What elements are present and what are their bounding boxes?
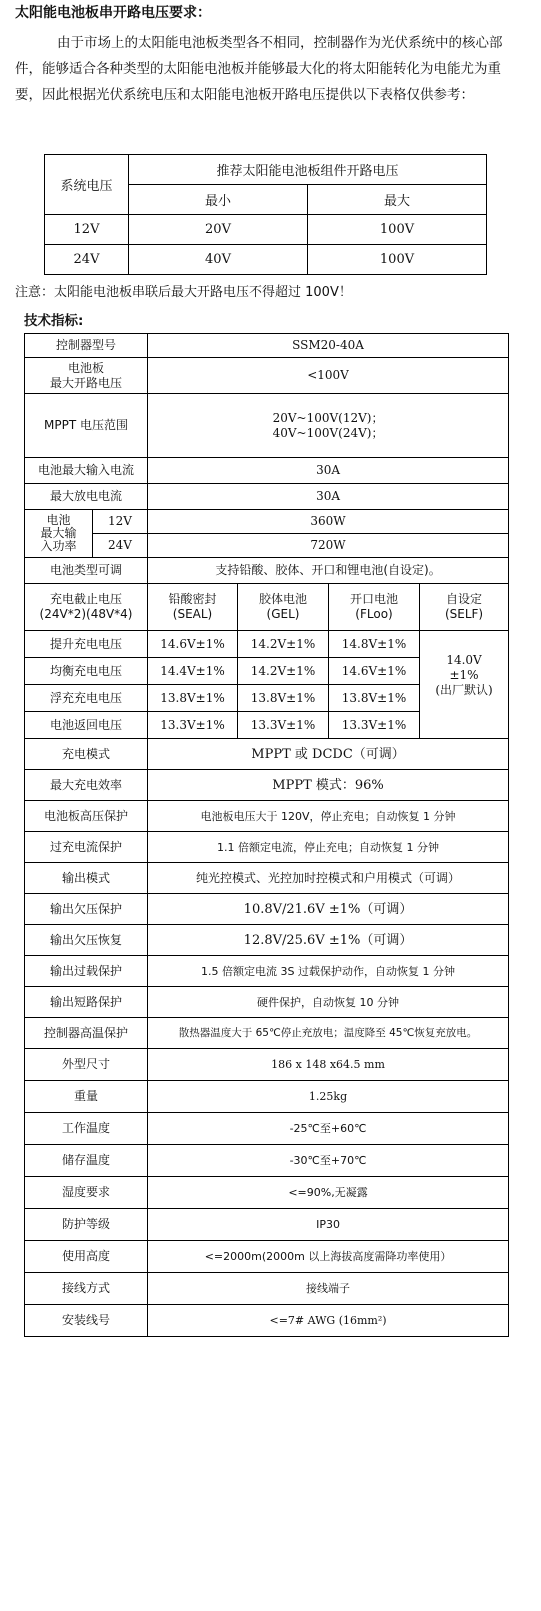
value-short-protection: 硬件保护，自动恢复 10 分钟: [148, 987, 509, 1018]
label-max-input-current: 电池最大输入电流: [25, 458, 148, 484]
value-self: 14.0V ±1% (出厂默认): [420, 631, 509, 739]
float-seal: 13.8V±1%: [148, 685, 238, 712]
label-overcurrent-protection: 过充电流保护: [25, 832, 148, 863]
table-row: [45, 215, 487, 245]
equalize-floo: 14.6V±1%: [329, 658, 420, 685]
return-gel: 13.3V±1%: [238, 712, 329, 739]
label-dimensions: 外型尺寸: [25, 1049, 148, 1081]
value-altitude: <=2000m(2000m 以上海拔高度需降功率使用）: [148, 1241, 509, 1273]
cell-max: 100V: [308, 215, 487, 245]
label-power-12v: 12V: [93, 510, 148, 534]
label-boost-voltage: 提升充电电压: [25, 631, 148, 658]
label-model: 控制器型号: [25, 334, 148, 358]
value-humidity: <=90%,无凝露: [148, 1177, 509, 1209]
label-weight: 重量: [25, 1081, 148, 1113]
boost-floo: 14.8V±1%: [329, 631, 420, 658]
value-battery-type: 支持铅酸、胶体、开口和锂电池(自设定)。: [148, 558, 509, 584]
value-panel-hv-protection: 电池板电压大于 120V，停止充电；自动恢复 1 分钟: [148, 801, 509, 832]
cell-min: 20V: [129, 215, 308, 245]
return-floo: 13.3V±1%: [329, 712, 420, 739]
label-wiring: 接线方式: [25, 1273, 148, 1305]
value-mppt-range: 20V~100V(12V)； 40V~100V(24V)；: [148, 394, 509, 458]
label-max-discharge-current: 最大放电电流: [25, 484, 148, 510]
value-overcurrent-protection: 1.1 倍额定电流，停止充电；自动恢复 1 分钟: [148, 832, 509, 863]
label-return-voltage: 电池返回电压: [25, 712, 148, 739]
table-row: [45, 245, 487, 275]
label-output-uv-protection: 输出欠压保护: [25, 894, 148, 925]
label-humidity: 湿度要求: [25, 1177, 148, 1209]
section-heading: 太阳能电池板串开路电压要求：: [15, 5, 211, 21]
equalize-gel: 14.2V±1%: [238, 658, 329, 685]
value-wiring: 接线端子: [148, 1273, 509, 1305]
label-overload-protection: 输出过载保护: [25, 956, 148, 987]
boost-gel: 14.2V±1%: [238, 631, 329, 658]
equalize-seal: 14.4V±1%: [148, 658, 238, 685]
value-power-24v: 720W: [148, 534, 509, 558]
label-protection-grade: 防护等级: [25, 1209, 148, 1241]
type-gel: 胶体电池 (GEL): [238, 584, 329, 631]
float-gel: 13.8V±1%: [238, 685, 329, 712]
type-floo: 开口电池 (FLoo): [329, 584, 420, 631]
boost-seal: 14.6V±1%: [148, 631, 238, 658]
header-max: 最大: [308, 185, 487, 215]
value-max-input-current: 30A: [148, 458, 509, 484]
type-self: 自设定 (SELF): [420, 584, 509, 631]
value-storage-temp: -30℃至+70℃: [148, 1145, 509, 1177]
spec-table: [24, 333, 509, 1337]
label-power-24v: 24V: [93, 534, 148, 558]
value-max-efficiency: MPPT 模式：96%: [148, 770, 509, 801]
voltage-table: [44, 154, 487, 275]
label-output-mode: 输出模式: [25, 863, 148, 894]
tech-heading: 技术指标:: [24, 313, 84, 329]
intro-paragraph: [15, 30, 527, 108]
value-model: SSM20-40A: [148, 334, 509, 358]
value-overload-protection: 1.5 倍额定电流 3S 过载保护动作，自动恢复 1 分钟: [148, 956, 509, 987]
value-overtemp-protection: 散热器温度大于 65℃停止充放电；温度降至 45℃恢复充放电。: [148, 1018, 509, 1049]
value-dimensions: 186 x 148 x64.5 mm: [148, 1049, 509, 1081]
value-power-12v: 360W: [148, 510, 509, 534]
label-altitude: 使用高度: [25, 1241, 148, 1273]
label-max-input-power: 电池 最大输 入功率: [25, 510, 93, 558]
value-wire-gauge: <=7# AWG (16mm²): [148, 1305, 509, 1337]
label-battery-type: 电池类型可调: [25, 558, 148, 584]
value-max-discharge-current: 30A: [148, 484, 509, 510]
label-output-uv-recovery: 输出欠压恢复: [25, 925, 148, 956]
label-panel-voc: 电池板 最大开路电压: [25, 358, 148, 394]
intro-text: 由于市场上的太阳能电池板类型各不相同，控制器作为光伏系统中的核心部件，能够适合各种类型的太阳能电池板并能够最大化的将太阳能转化为电能尤为重要，因此根据光伏系统电压和太阳能电池板开路电压提供以下表格仅供参考：: [15, 35, 503, 103]
cell-max: 100V: [308, 245, 487, 275]
note-text: 注意：太阳能电池板串联后最大开路电压不得超过 100V！: [15, 285, 352, 300]
label-max-efficiency: 最大充电效率: [25, 770, 148, 801]
value-working-temp: -25℃至+60℃: [148, 1113, 509, 1145]
label-storage-temp: 储存温度: [25, 1145, 148, 1177]
label-mppt-range: MPPT 电压范围: [25, 394, 148, 458]
header-system-voltage: 系统电压: [45, 155, 129, 215]
value-output-mode: 纯光控模式、光控加时控模式和户用模式（可调）: [148, 863, 509, 894]
label-working-temp: 工作温度: [25, 1113, 148, 1145]
value-panel-voc: <100V: [148, 358, 509, 394]
header-recommended: 推荐太阳能电池板组件开路电压: [129, 155, 487, 185]
label-panel-hv-protection: 电池板高压保护: [25, 801, 148, 832]
float-floo: 13.8V±1%: [329, 685, 420, 712]
cell-system: 12V: [45, 215, 129, 245]
label-float-voltage: 浮充充电电压: [25, 685, 148, 712]
cell-system: 24V: [45, 245, 129, 275]
label-charge-mode: 充电模式: [25, 739, 148, 770]
return-seal: 13.3V±1%: [148, 712, 238, 739]
header-min: 最小: [129, 185, 308, 215]
value-output-uv-recovery: 12.8V/25.6V ±1%（可调）: [148, 925, 509, 956]
value-protection-grade: IP30: [148, 1209, 509, 1241]
label-overtemp-protection: 控制器高温保护: [25, 1018, 148, 1049]
label-cutoff-voltage: 充电截止电压 (24V*2)(48V*4): [25, 584, 148, 631]
label-equalize-voltage: 均衡充电电压: [25, 658, 148, 685]
type-seal: 铅酸密封 (SEAL): [148, 584, 238, 631]
value-weight: 1.25kg: [148, 1081, 509, 1113]
value-output-uv-protection: 10.8V/21.6V ±1%（可调）: [148, 894, 509, 925]
label-wire-gauge: 安装线号: [25, 1305, 148, 1337]
label-short-protection: 输出短路保护: [25, 987, 148, 1018]
cell-min: 40V: [129, 245, 308, 275]
value-charge-mode: MPPT 或 DCDC（可调）: [148, 739, 509, 770]
